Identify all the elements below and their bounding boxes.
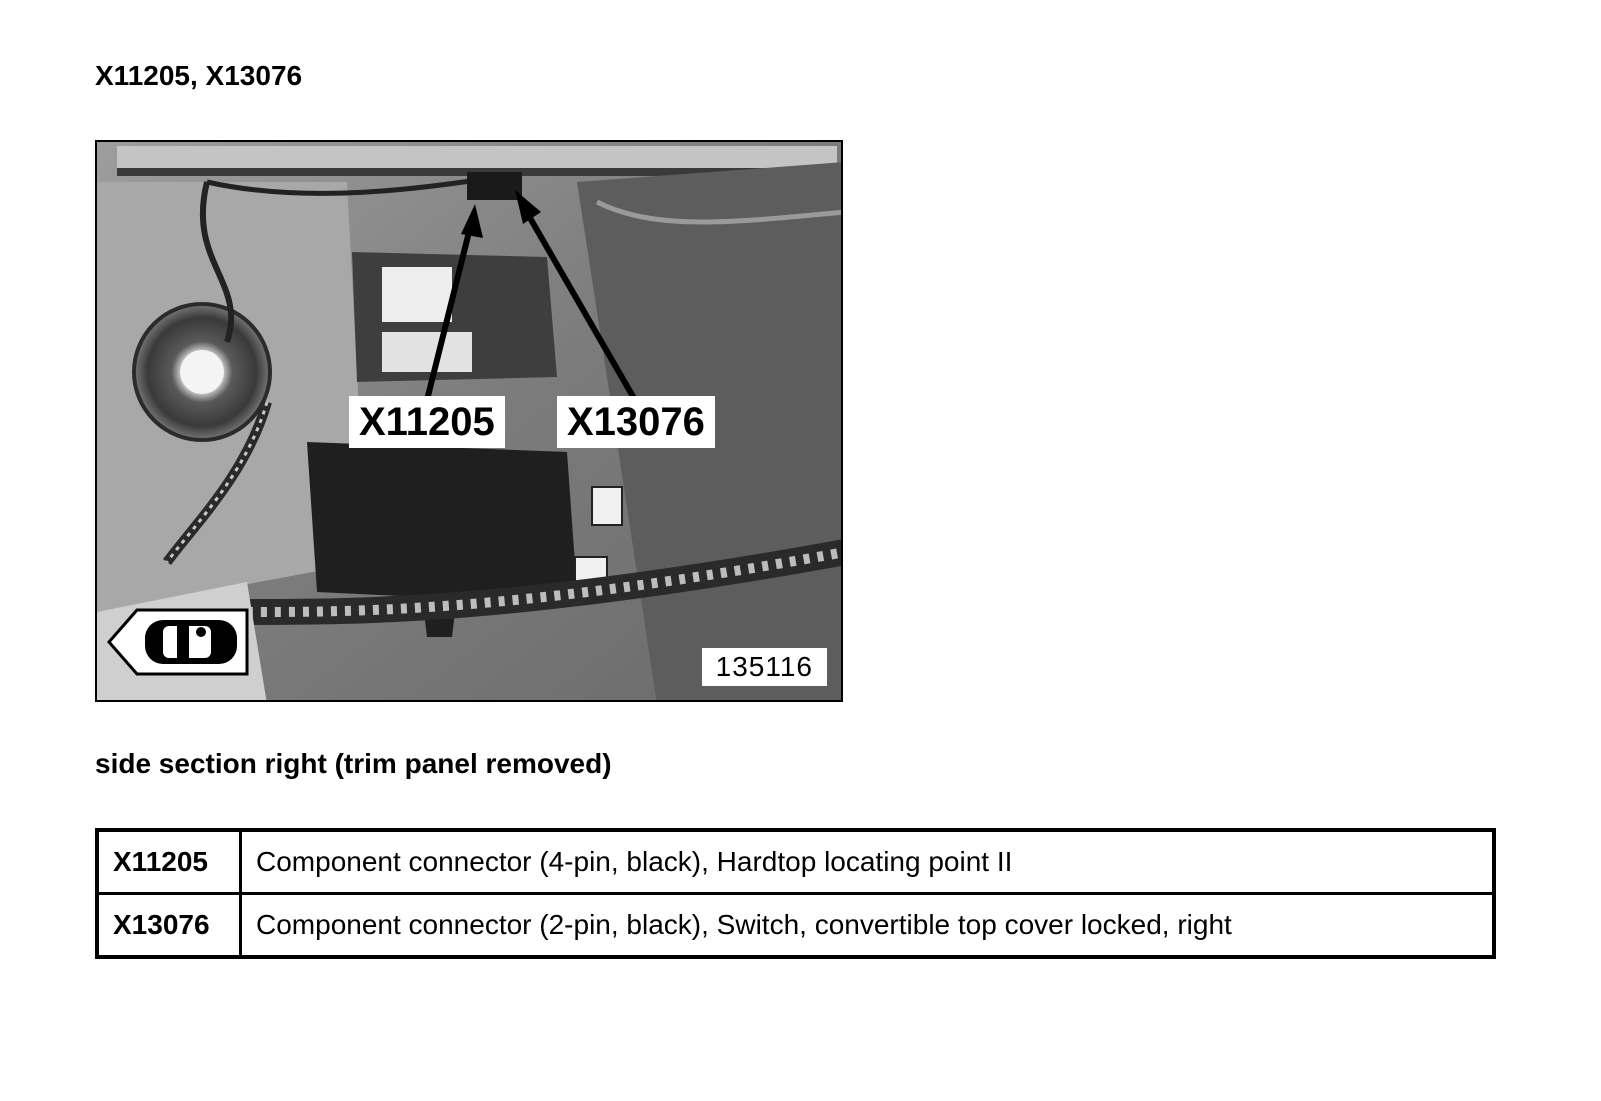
component-location-photo bbox=[95, 140, 843, 702]
connector-table bbox=[95, 828, 1496, 959]
connector-code: X11205 bbox=[97, 830, 241, 894]
table-row bbox=[97, 894, 1494, 958]
table-row bbox=[97, 830, 1494, 894]
car-top-view-arrow-left-icon bbox=[109, 610, 247, 674]
image-number: 135116 bbox=[702, 648, 827, 686]
connector-description: Component connector (2-pin, black), Switch, convertible top cover locked, right bbox=[241, 894, 1495, 958]
connector-description: Component connector (4-pin, black), Hardtop locating point II bbox=[241, 830, 1495, 894]
callout-label-x13076: X13076 bbox=[557, 396, 715, 448]
callout-label-x11205: X11205 bbox=[349, 396, 505, 448]
photo-caption: side section right (trim panel removed) bbox=[95, 748, 612, 779]
page-title: X11205, X13076 bbox=[95, 60, 303, 91]
connector-code: X13076 bbox=[97, 894, 241, 958]
